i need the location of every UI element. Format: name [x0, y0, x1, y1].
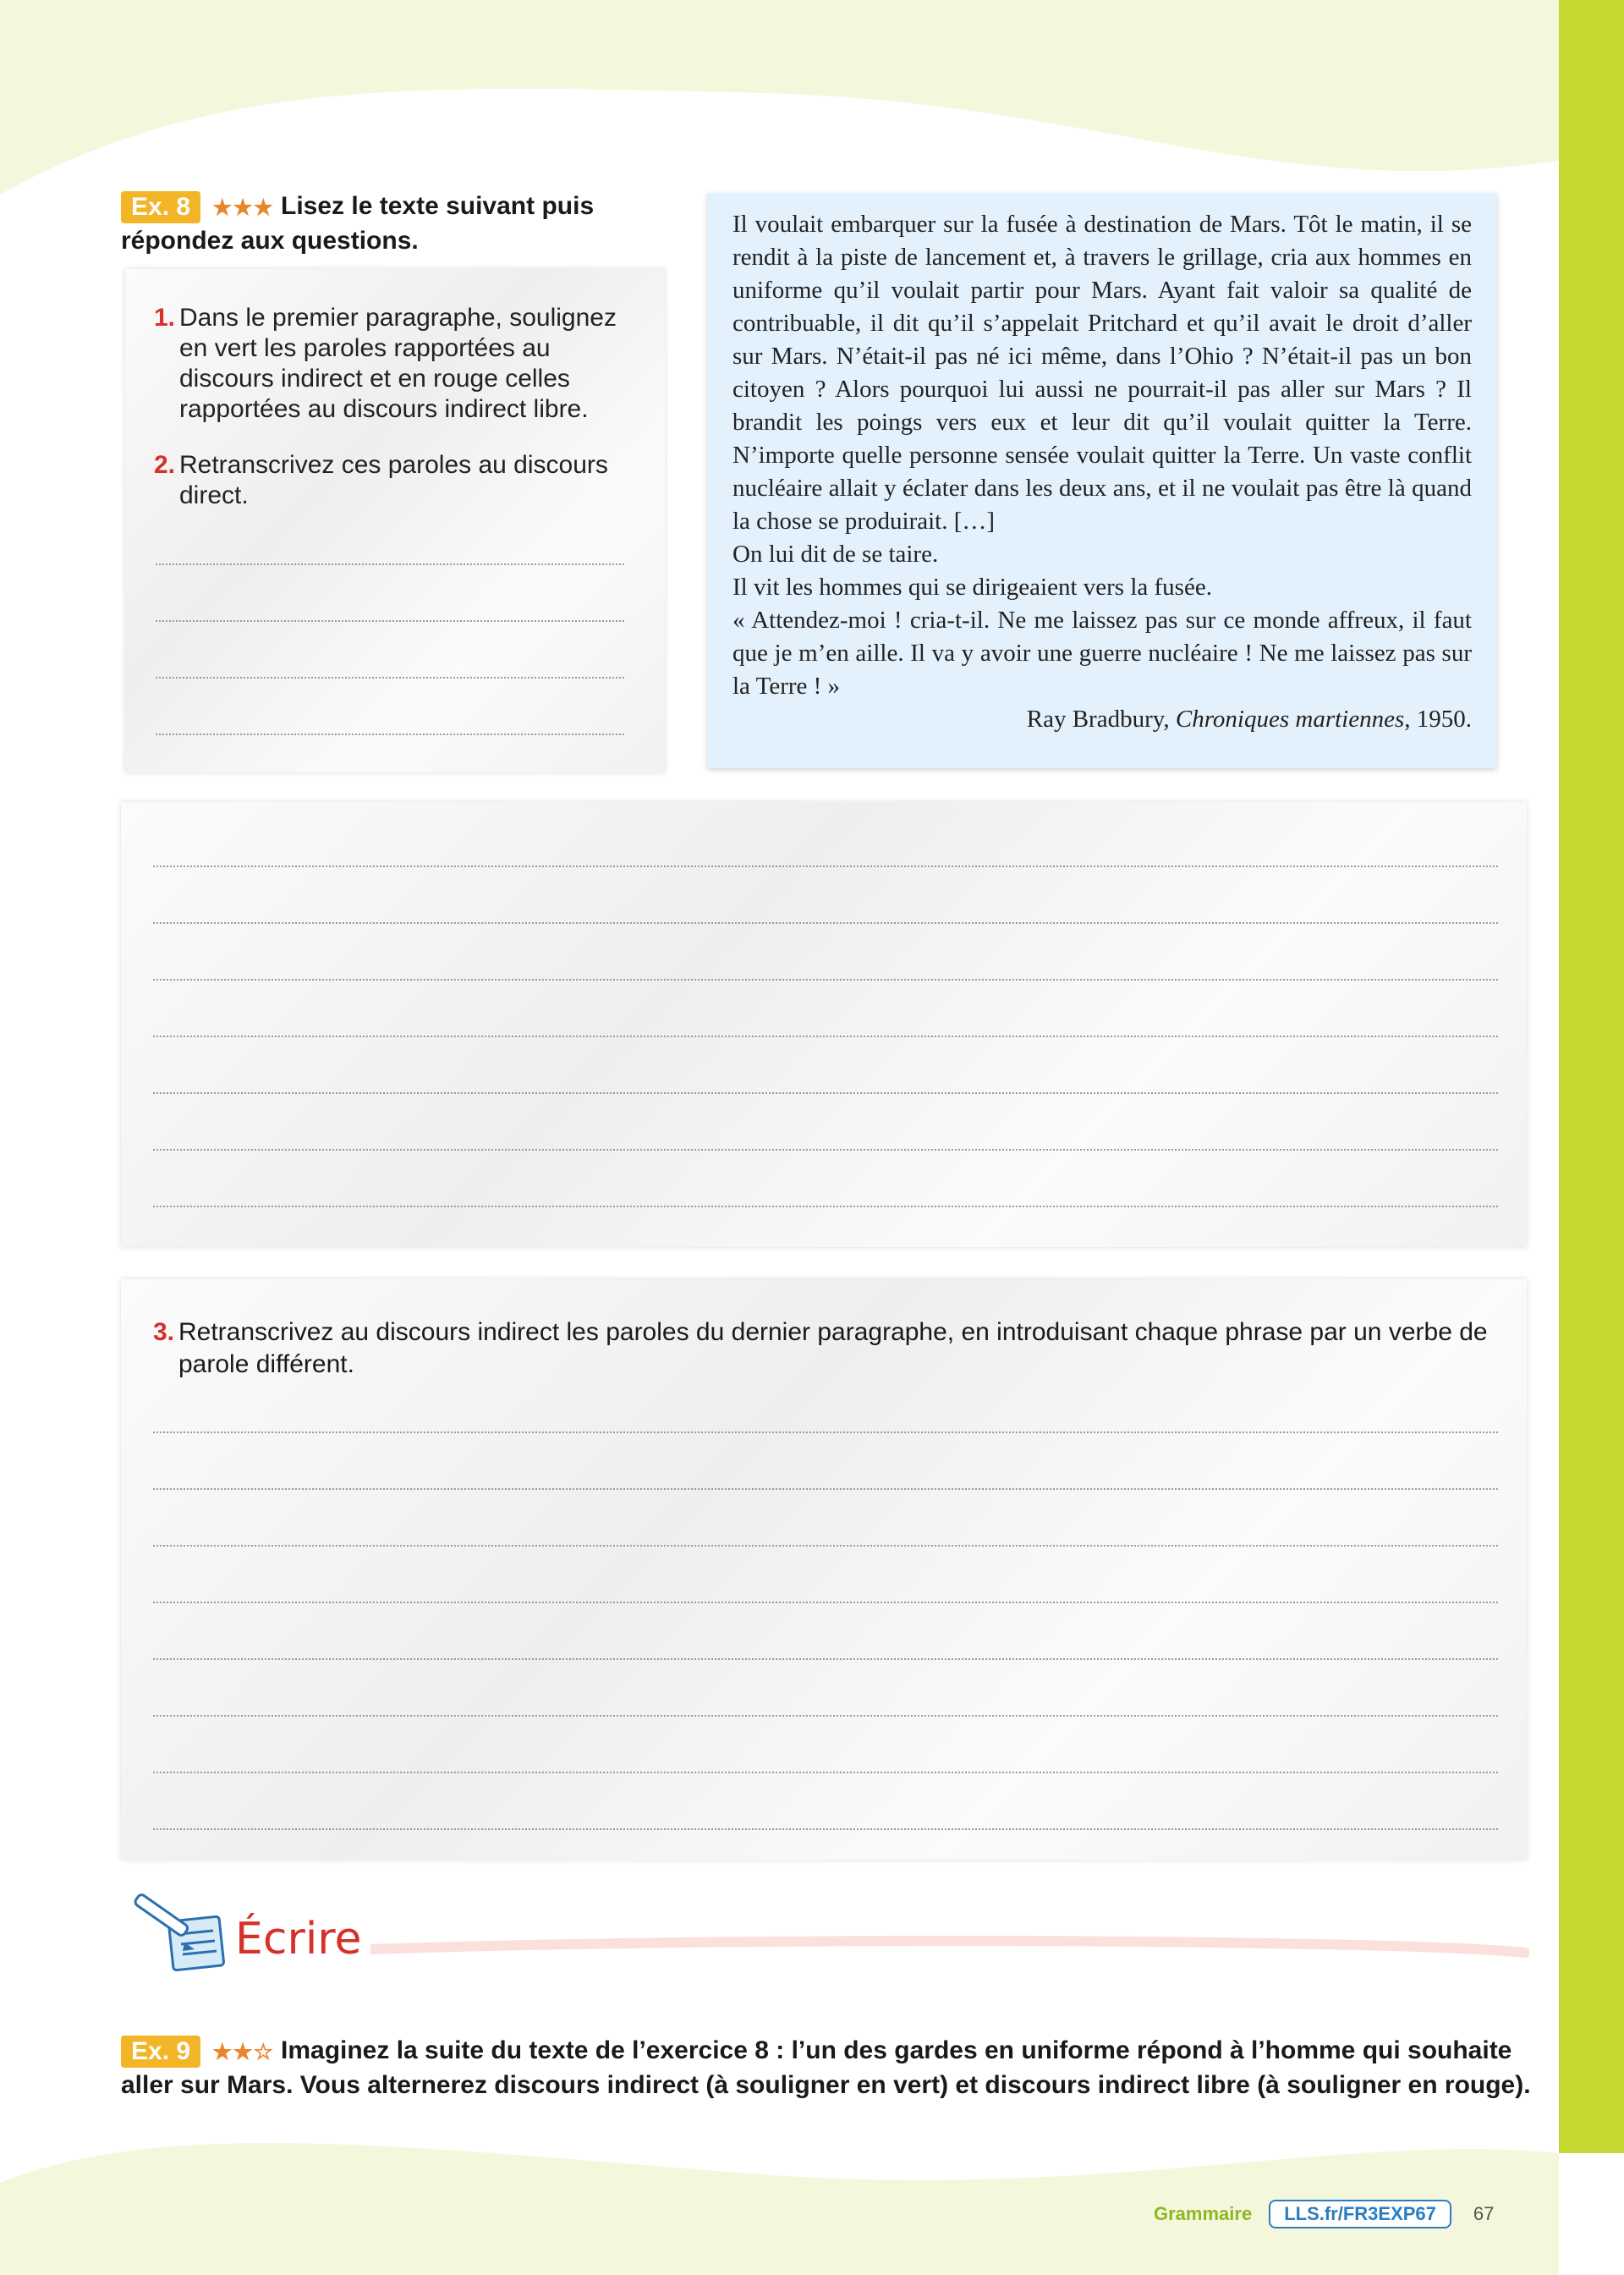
answer-line[interactable]	[153, 1602, 1498, 1603]
section-divider	[370, 1934, 1529, 1959]
question-text: Dans le premier paragraphe, soulignez en vert les paroles rapportées au discours indirect et en rouge celles rapportées au discours indirect libre.	[179, 304, 617, 423]
page-number: 67	[1473, 2203, 1495, 2224]
answer-line[interactable]	[153, 1036, 1498, 1037]
extract-line: Il vit les hommes qui se dirigeaient vers la fusée.	[732, 574, 1212, 601]
answer-line[interactable]	[153, 1715, 1498, 1717]
extract-paragraph: Il voulait embarquer sur la fusée à destination de Mars. Tôt le matin, il se rendit à la piste de lancement et, à travers le grillage, cria aux hommes en uniforme qu’il voulait partir pour Mars. Ayant fait valoir sa qualité de contribuable, il dit qu’il s’appelait Pritchard et qu’il avait le droit d’aller sur Mars. N’était-il pas né ici même, dans l’Ohio ? N’était-il pas un bon citoyen ? Alors pourquoi lui aussi ne pourrait-il pas aller sur Mars ? Il brandit les poings vers eux et leur dit qu’il voulait quitter la Terre. N’importe quelle personne sensée voulait quitter la Terre. Un vaste conflit nucléaire allait y éclater dans les deux ans, et il ne voulait pas être là quand la chose se produirait. […]	[732, 211, 1472, 535]
answer-line[interactable]	[153, 922, 1498, 924]
difficulty-stars-icon: ★★★	[212, 195, 274, 221]
answer-line[interactable]	[153, 1431, 1498, 1433]
questions-list	[154, 303, 628, 536]
text-extract	[707, 193, 1497, 768]
side-accent-bar	[1559, 0, 1624, 2153]
question-text: Retranscrivez ces paroles au discours direct.	[179, 451, 608, 509]
answer-line[interactable]	[153, 1658, 1498, 1660]
source-year: , 1950.	[1404, 706, 1472, 733]
question-item	[153, 1316, 1515, 1381]
answer-line[interactable]	[153, 1206, 1498, 1207]
extract-line: On lui dit de se taire.	[732, 541, 939, 568]
answer-line[interactable]	[156, 620, 624, 622]
answer-line[interactable]	[156, 563, 624, 565]
answer-line[interactable]	[153, 979, 1498, 981]
answer-line[interactable]	[153, 1488, 1498, 1490]
question-text: Retranscrivez au discours indirect les paroles du dernier paragraphe, en introduisant chaque phrase par un verbe de parole différent.	[178, 1318, 1488, 1378]
question-number: 1.	[154, 304, 176, 332]
answer-line[interactable]	[153, 1828, 1498, 1830]
answer-box-q2	[121, 802, 1527, 1247]
section-title-ecrire: Écrire	[235, 1914, 362, 1965]
ex9-block	[121, 2034, 1533, 2102]
extract-paragraph: « Attendez-moi ! cria-t-il. Ne me laissez pas sur ce monde affreux, il faut que je m’en aille. Il va y avoir une guerre nucléaire ! Ne me laissez pas sur la Terre ! »	[732, 607, 1472, 700]
footer-link[interactable]: LLS.fr/FR3EXP67	[1269, 2200, 1451, 2228]
answer-line[interactable]	[153, 1092, 1498, 1094]
question-item	[154, 303, 628, 425]
answer-line[interactable]	[156, 677, 624, 679]
writing-hand-icon	[127, 1890, 237, 1975]
ex8-instruction: Lisez le texte suivant puis répondez aux questions.	[121, 192, 595, 256]
ex8-badge: Ex. 8	[121, 191, 200, 223]
answer-line[interactable]	[153, 1772, 1498, 1773]
ex9-instruction: Imaginez la suite du texte de l’exercice 8 : l’un des gardes en uniforme répond à l’homme qui souhaite aller sur Mars. Vous alternerez discours indirect (à souligner en vert) et discours indirect libre (à souligner en rouge).	[121, 2036, 1531, 2100]
answer-line[interactable]	[153, 865, 1498, 867]
extract-source	[732, 703, 1472, 736]
questions-answer-box	[125, 269, 665, 772]
answer-line[interactable]	[156, 734, 624, 735]
page-footer	[1154, 2200, 1494, 2228]
answer-line[interactable]	[153, 1149, 1498, 1151]
question-item	[154, 450, 628, 511]
difficulty-stars-icon: ★★☆	[212, 2039, 274, 2065]
answer-line[interactable]	[153, 1545, 1498, 1547]
answer-box-q3	[121, 1279, 1527, 1860]
source-title: Chroniques martiennes	[1175, 706, 1405, 733]
source-author: Ray Bradbury,	[1026, 706, 1176, 733]
footer-section: Grammaire	[1154, 2203, 1253, 2224]
ex8-header	[121, 190, 662, 258]
question-number: 3.	[153, 1318, 175, 1346]
ex9-badge: Ex. 9	[121, 2036, 200, 2068]
question-number: 2.	[154, 451, 176, 479]
